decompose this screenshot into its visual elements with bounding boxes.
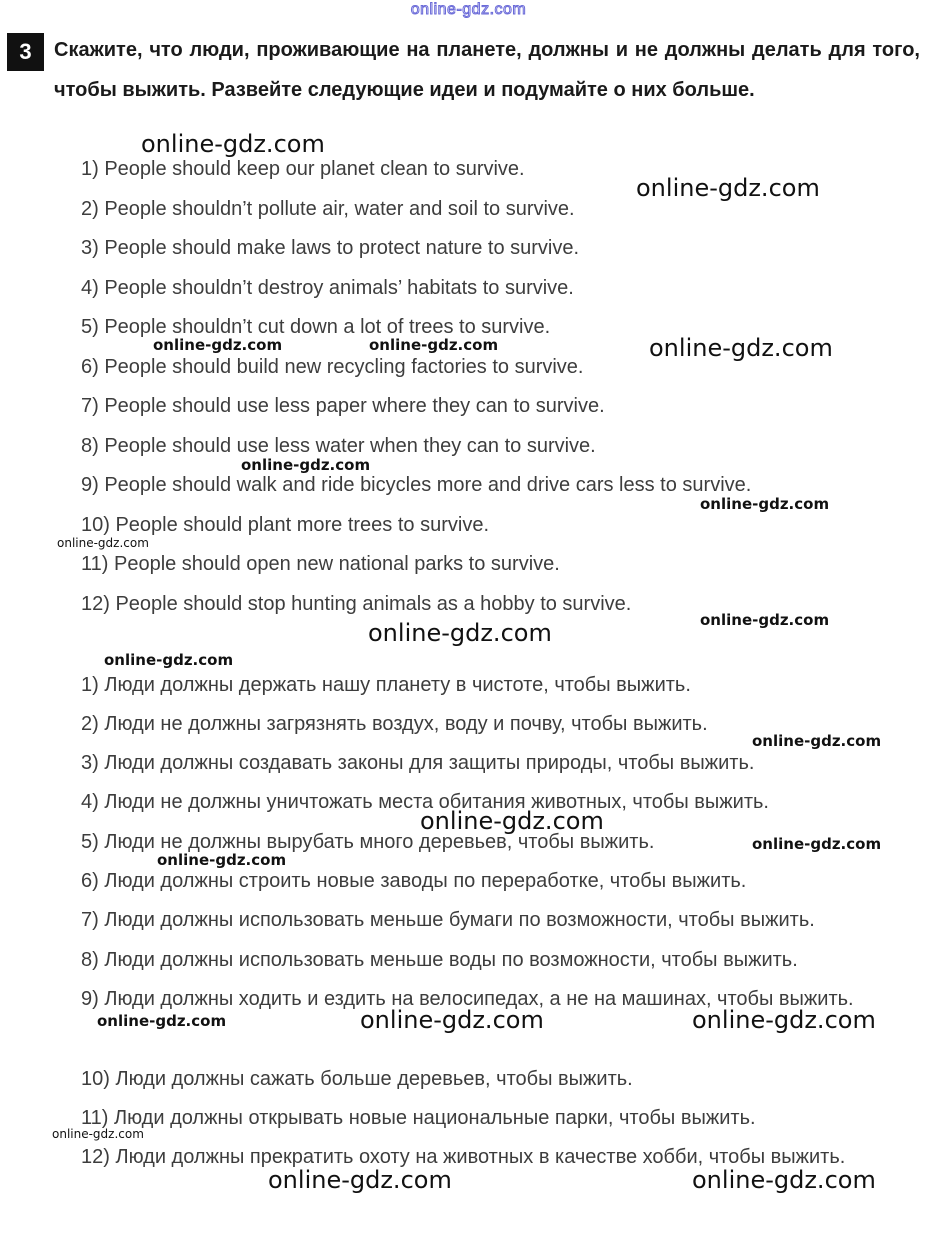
english-line: 5) People shouldn’t cut down a lot of trees to survive.: [81, 316, 551, 338]
russian-line: 11) Люди должны открывать новые национальные парки, чтобы выжить.: [81, 1107, 756, 1129]
russian-line-text: 9) Люди должны ходить и ездить на велосипедах, а не на машинах, чтобы выжить.: [81, 988, 854, 1010]
watermark: online-gdz.com: [241, 456, 371, 474]
watermark: online-gdz.com: [700, 611, 830, 629]
russian-line: 7) Люди должны использовать меньше бумаги по возможности, чтобы выжить.: [81, 909, 815, 931]
russian-line: 6) Люди должны строить новые заводы по переработке, чтобы выжить.: [81, 870, 747, 892]
watermark: online-gdz.com: [97, 1012, 227, 1030]
russian-line: 3) Люди должны создавать законы для защиты природы, чтобы выжить.: [81, 752, 755, 774]
russian-line: 8) Люди должны использовать меньше воды по возможности, чтобы выжить.: [81, 949, 798, 971]
russian-line-text: 12) Люди должны прекратить охоту на животных в качестве хобби, чтобы выжить.: [81, 1146, 846, 1168]
watermark: online-gdz.com: [157, 851, 287, 869]
watermark: online-gdz.com: [268, 1166, 452, 1194]
task-number-badge: 3: [7, 33, 44, 71]
english-line: 12) People should stop hunting animals as a hobby to survive.: [81, 593, 632, 615]
site-watermark-top: online-gdz.com: [410, 1, 527, 18]
watermark: online-gdz.com: [752, 732, 882, 750]
watermark: online-gdz.com: [752, 835, 882, 853]
watermark: online-gdz.com: [700, 495, 830, 513]
english-line: 7) People should use less paper where they can to survive.: [81, 395, 605, 417]
watermark: online-gdz.com: [104, 651, 234, 669]
watermark: online-gdz.com: [360, 1006, 544, 1034]
watermark: online-gdz.com: [692, 1006, 876, 1034]
watermark: online-gdz.com: [636, 174, 820, 202]
watermark: online-gdz.com: [141, 130, 325, 158]
watermark: online-gdz.com: [369, 336, 499, 354]
russian-line: 1) Люди должны держать нашу планету в чистоте, чтобы выжить.: [81, 674, 691, 696]
english-line: 10) People should plant more trees to survive.: [81, 514, 489, 536]
english-line: 9) People should walk and ride bicycles more and drive cars less to survive.: [81, 474, 752, 496]
english-line: 1) People should keep our planet clean to survive.: [81, 158, 525, 180]
watermark: online-gdz.com: [420, 807, 604, 835]
russian-line: 4) Люди не должны уничтожать места обитания животных, чтобы выжить.: [81, 791, 769, 813]
russian-line: 10) Люди должны сажать больше деревьев, чтобы выжить.: [81, 1068, 633, 1090]
russian-line: 5) Люди не должны вырубать много деревьев, чтобы выжить.: [81, 831, 655, 853]
english-line: 2) People shouldn’t pollute air, water and soil to survive.: [81, 198, 575, 220]
watermark: online-gdz.com: [57, 536, 149, 550]
watermark: online-gdz.com: [153, 336, 283, 354]
watermark: online-gdz.com: [368, 619, 552, 647]
english-line: 8) People should use less water when they can to survive.: [81, 435, 596, 457]
english-line: 6) People should build new recycling factories to survive.: [81, 356, 584, 378]
english-line: 3) People should make laws to protect nature to survive.: [81, 237, 580, 259]
watermark: online-gdz.com: [649, 334, 833, 362]
english-line: 11) People should open new national parks to survive.: [81, 553, 560, 575]
task-title: Скажите, что люди, проживающие на планете, должны и не должны делать для того, чтобы выжить. Развейте следующие идеи и подумайте о них больше.: [54, 39, 920, 101]
english-line: 4) People shouldn’t destroy animals’ habitats to survive.: [81, 277, 574, 299]
russian-line: 2) Люди не должны загрязнять воздух, воду и почву, чтобы выжить.: [81, 713, 708, 735]
watermark: online-gdz.com: [52, 1127, 144, 1141]
watermark: online-gdz.com: [692, 1166, 876, 1194]
